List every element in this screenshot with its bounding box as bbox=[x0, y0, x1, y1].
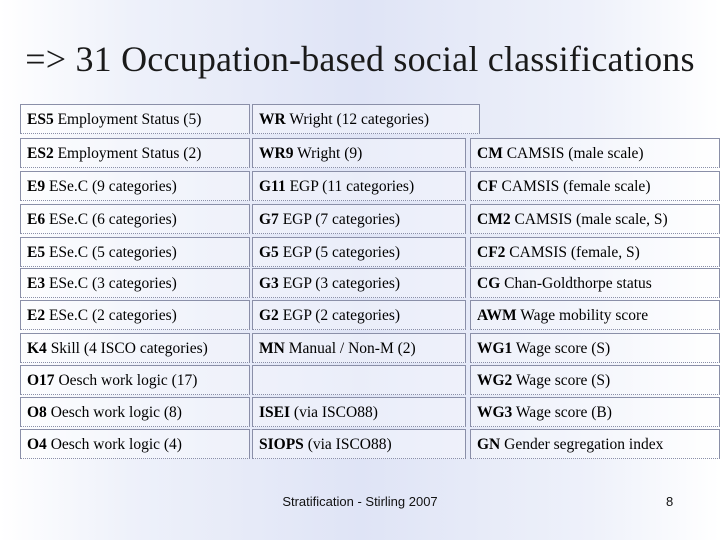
table-cell bbox=[252, 237, 466, 267]
cell-code: G3 bbox=[259, 275, 279, 292]
cell-code: CM bbox=[477, 145, 503, 162]
cell-code: O4 bbox=[27, 436, 47, 453]
cell-code: WR bbox=[259, 111, 286, 128]
cell-code: O17 bbox=[27, 372, 55, 389]
cell-desc: CAMSIS (male scale) bbox=[506, 145, 644, 162]
table-cell bbox=[20, 104, 250, 134]
table-cell bbox=[470, 365, 720, 395]
cell-code: WR9 bbox=[259, 145, 294, 162]
cell-desc: ESe.C (2 categories) bbox=[48, 307, 177, 324]
cell-code: ISEI bbox=[259, 404, 291, 421]
cell-code: G11 bbox=[259, 178, 286, 195]
table-cell bbox=[20, 204, 250, 234]
cell-desc: CAMSIS (female scale) bbox=[501, 178, 651, 195]
table-cell bbox=[252, 397, 466, 427]
cell-code: G7 bbox=[259, 211, 279, 228]
cell-desc: Oesch work logic (8) bbox=[50, 404, 182, 421]
cell-code: E3 bbox=[27, 275, 46, 292]
table-cell bbox=[252, 138, 466, 168]
table-cell bbox=[20, 300, 250, 330]
cell-code: CG bbox=[477, 275, 501, 292]
table-cell bbox=[20, 171, 250, 201]
table-cell bbox=[470, 300, 720, 330]
table-cell bbox=[252, 171, 466, 201]
cell-code: ES2 bbox=[27, 145, 54, 162]
table-cell bbox=[470, 333, 720, 363]
cell-desc: Gender segregation index bbox=[504, 436, 664, 453]
cell-desc: Skill (4 ISCO categories) bbox=[50, 340, 208, 357]
cell-code: GN bbox=[477, 436, 501, 453]
cell-desc: CAMSIS (female, S) bbox=[509, 244, 640, 261]
cell-desc: EGP (2 categories) bbox=[282, 307, 401, 324]
table-cell bbox=[252, 300, 466, 330]
cell-desc: Wage score (S) bbox=[515, 340, 611, 357]
cell-code: WG1 bbox=[477, 340, 513, 357]
table-cell bbox=[252, 104, 480, 134]
cell-desc: Chan-Goldthorpe status bbox=[504, 275, 652, 292]
cell-desc: CAMSIS (male scale, S) bbox=[514, 211, 668, 228]
cell-code: E5 bbox=[27, 244, 46, 261]
table-cell bbox=[20, 237, 250, 267]
cell-code: SIOPS bbox=[259, 436, 304, 453]
slide-footer: Stratification - Stirling 2007 bbox=[282, 494, 438, 509]
table-cell-empty bbox=[252, 365, 466, 395]
table-cell bbox=[20, 333, 250, 363]
cell-desc: Wage score (S) bbox=[515, 372, 611, 389]
cell-code: E9 bbox=[27, 178, 46, 195]
cell-code: K4 bbox=[27, 340, 47, 357]
cell-desc: (via ISCO88) bbox=[307, 436, 392, 453]
cell-code: CF2 bbox=[477, 244, 506, 261]
cell-desc: Wright (9) bbox=[297, 145, 363, 162]
cell-desc: ESe.C (5 categories) bbox=[48, 244, 177, 261]
table-cell bbox=[470, 268, 720, 298]
cell-code: G5 bbox=[259, 244, 279, 261]
table-cell bbox=[470, 429, 720, 459]
table-cell bbox=[470, 237, 720, 267]
table-cell bbox=[252, 204, 466, 234]
cell-desc: Manual / Non-M (2) bbox=[288, 340, 416, 357]
cell-code: CF bbox=[477, 178, 498, 195]
cell-desc: Wage mobility score bbox=[520, 307, 649, 324]
cell-desc: Oesch work logic (4) bbox=[50, 436, 182, 453]
cell-code: E6 bbox=[27, 211, 46, 228]
cell-code: AWM bbox=[477, 307, 517, 324]
cell-code: CM2 bbox=[477, 211, 511, 228]
table-cell bbox=[470, 397, 720, 427]
cell-desc: EGP (11 categories) bbox=[289, 178, 415, 195]
cell-code: G2 bbox=[259, 307, 279, 324]
page-number: 8 bbox=[666, 494, 674, 509]
table-cell bbox=[252, 268, 466, 298]
table-cell bbox=[20, 397, 250, 427]
cell-desc: EGP (5 categories) bbox=[282, 244, 401, 261]
cell-desc: ESe.C (9 categories) bbox=[48, 178, 177, 195]
table-cell bbox=[20, 365, 250, 395]
table-cell bbox=[252, 429, 466, 459]
cell-code: ES5 bbox=[27, 111, 54, 128]
table-cell bbox=[470, 171, 720, 201]
cell-desc: EGP (7 categories) bbox=[282, 211, 401, 228]
table-cell bbox=[20, 268, 250, 298]
table-cell bbox=[252, 333, 466, 363]
table-cell bbox=[20, 138, 250, 168]
cell-desc: Employment Status (5) bbox=[57, 111, 202, 128]
cell-desc: Wage score (B) bbox=[515, 404, 612, 421]
cell-code: E2 bbox=[27, 307, 46, 324]
cell-code: O8 bbox=[27, 404, 47, 421]
cell-code: WG2 bbox=[477, 372, 513, 389]
cell-desc: (via ISCO88) bbox=[293, 404, 378, 421]
table-cell bbox=[470, 138, 720, 168]
cell-desc: Wright (12 categories) bbox=[289, 111, 429, 128]
slide-title: => 31 Occupation-based social classifications bbox=[25, 39, 695, 79]
cell-desc: Oesch work logic (17) bbox=[58, 372, 198, 389]
cell-desc: EGP (3 categories) bbox=[282, 275, 401, 292]
cell-code: WG3 bbox=[477, 404, 513, 421]
cell-desc: ESe.C (3 categories) bbox=[48, 275, 177, 292]
cell-desc: Employment Status (2) bbox=[57, 145, 202, 162]
table-cell bbox=[470, 204, 720, 234]
cell-code: MN bbox=[259, 340, 285, 357]
cell-desc: ESe.C (6 categories) bbox=[48, 211, 177, 228]
table-cell bbox=[20, 429, 250, 459]
